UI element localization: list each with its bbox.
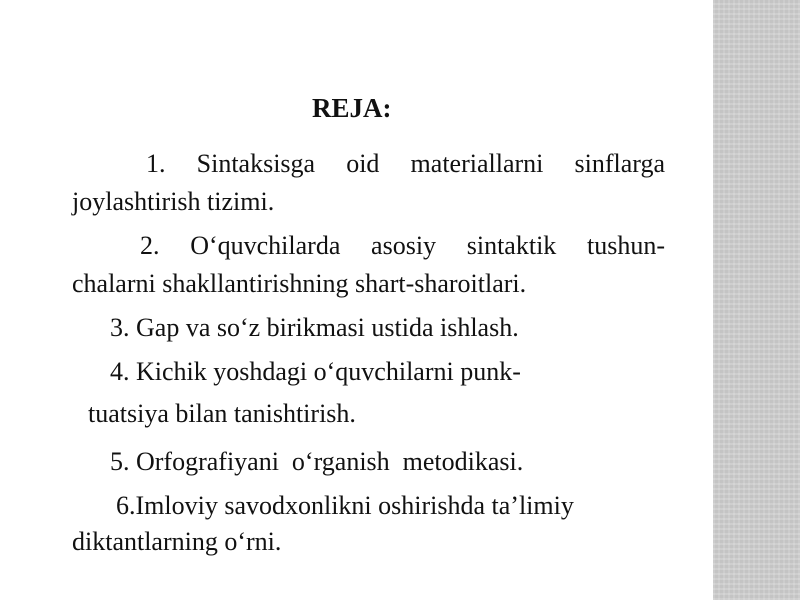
slide-title: REJA: bbox=[312, 93, 392, 123]
plan-item-5: 5. Orfografiyani o‘rganish metodikasi. bbox=[110, 447, 524, 476]
plan-item-3: 3. Gap va so‘z birikmasi ustida ishlash. bbox=[110, 313, 519, 342]
plan-item-4-line-1: 4. Kichik yoshdagi o‘quvchilarni punk- bbox=[110, 357, 521, 386]
plan-item-1-line-2: joylashtirish tizimi. bbox=[72, 187, 275, 216]
plan-item-4-line-2: tuatsiya bilan tanishtirish. bbox=[88, 399, 356, 428]
plan-item-1-line-1: 1. Sintaksisga oid materiallarni sinflarga bbox=[146, 149, 665, 178]
plan-item-2-line-1: 2. O‘quvchilarda asosiy sintaktik tushun- bbox=[140, 231, 665, 260]
plan-item-6-line-1: 6.Imloviy savodxonlikni oshirishda ta’limiy bbox=[116, 491, 574, 520]
plan-item-2-line-2: chalarni shakllantirishning shart-sharoitlari. bbox=[72, 269, 527, 298]
plan-item-6-line-2: diktantlarning o‘rni. bbox=[72, 527, 282, 556]
decorative-side-strip bbox=[713, 0, 800, 600]
